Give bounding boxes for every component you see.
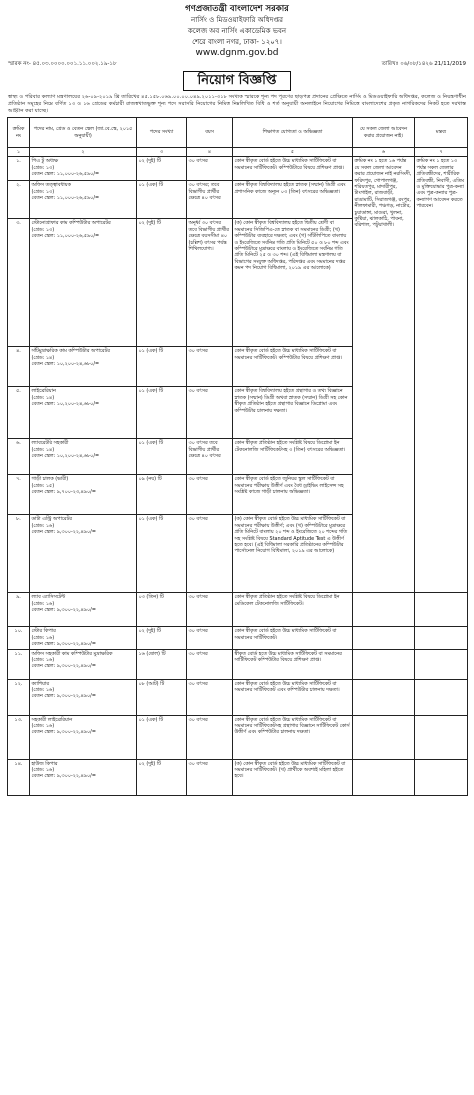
row-age: ৩০ বৎসর	[187, 387, 233, 439]
row-post	[30, 219, 137, 347]
row-age: অনূর্ধ্ব ৩০ বৎসর তবে বিভাগীয় প্রার্থীর ক্ষেত্রে বয়সসীমা ৪০ (চল্লিশ) বৎসর পর্যন্ত শিথিলযোগ্য।	[187, 219, 233, 347]
header-post: পদের নাম, গ্রেড ও বেতন স্কেল (জা.বে.স্কে, ২০১৫ অনুযায়ী)	[30, 118, 137, 148]
post-scale: বেতন স্কেল: ১০,২০০-২৪,৬৮০/=	[31, 453, 100, 460]
row-post	[30, 475, 137, 515]
header-count: পদের সংখ্যা	[137, 118, 187, 148]
row-post	[30, 515, 137, 593]
post-grade: (গ্রেড: ১৬)	[31, 767, 55, 774]
row-age: ৩০ বৎসর	[187, 759, 233, 795]
row-districts	[353, 715, 415, 759]
post-scale: বেতন স্কেল: ৯,৩০০-২২,৪৯০/=	[31, 773, 96, 780]
vacancy-table	[7, 117, 468, 796]
post-grade: (গ্রেড: ১৬)	[31, 723, 55, 730]
post-post: লাইব্রেরিয়ান	[31, 388, 56, 395]
post-post: অফিস তত্ত্বাবধায়ক	[31, 182, 71, 189]
row-post	[30, 759, 137, 795]
row-serial: ৫.	[8, 387, 30, 439]
row-districts	[353, 593, 415, 627]
column-number-row	[8, 148, 468, 157]
row-qualification: স্বীকৃত বোর্ড হতে উচ্চ মাধ্যমিক সার্টিফিকেট বা সমমানের সার্টিফিকেট কম্পিউটার বিষয়ে প্রশিক্ষণ প্রাপ্ত।	[233, 649, 353, 679]
colnum: ২	[30, 148, 137, 157]
post-post: ল্যাবরেটরি সহকারী	[31, 440, 69, 447]
row-qualification: কোন স্বীকৃত বোর্ড হইতে জুনিয়র স্কুল সার্টিফিকেট বা সমমানের পরীক্ষায় উত্তীর্ণ এবং বৈধ ড্রাইভিং লাইসেন্স সহ সংশ্লিষ্ট কাজে গাড়ী চালনায় অভিজ্ঞতা।	[233, 475, 353, 515]
row-qualification: (ক) কোন স্বীকৃত বোর্ড হইতে উচ্চ মাধ্যমিক সার্টিফিকেট বা সমমানের পরীক্ষায় উত্তীর্ণ; এবং (খ) কম্পিউটারে মুদ্রাক্ষরে প্রতি মিনিটে বাংলায় ২০ শব্দ ও ইংরেজিতে ২০ শব্দের গতি সহ সংশ্লিষ্ট বিষয়ে Standard Aptitude Test এ উত্তীর্ণ হতে হবে। (এই বিধিমালা সরকারি প্রতিষ্ঠানের কম্পিউটার পার্সোনেল নিয়োগ বিধিমালা, ২০১৯ এর আলোকে)	[233, 515, 353, 593]
row-post	[30, 649, 137, 679]
table-header-row	[8, 118, 468, 148]
row-count: ১৬ (ষোল) টি	[137, 649, 187, 679]
row-remarks	[415, 649, 468, 679]
row-age: ৩০ বৎসর	[187, 157, 233, 181]
row-serial: ১৪.	[8, 759, 30, 795]
row-qualification: কোন স্বীকৃত বোর্ড হইতে উচ্চ মাধ্যমিক সার্টিফিকেট বা সমমানের সার্টিফিকেট এবং কম্পিউটার চালনায় দক্ষতা।	[233, 679, 353, 715]
post-scale: বেতন স্কেল: ১০,২০০-২৪,৬৮০/=	[31, 361, 100, 368]
row-qualification: কোন স্বীকৃত বোর্ড হইতে উচ্চ মাধ্যমিক সার্টিফিকেট বা সমমানের সার্টিফিকেট।	[233, 627, 353, 649]
row-remarks	[415, 593, 468, 627]
districts-not-eligible: ক্রমিক নং ১ হতে ১৬ পর্যন্ত যে সকল জেলা আবেদন করার প্রয়োজন নাই নরসিংদী, ফরিদপুর, গোপালগঞ্জ, শরিয়তপুর, মাদারীপুর, টাংগাইল, রাজবাড়ী, রাঙামাটি, সিরাজগঞ্জ, রংপুর, নীলফামারী, পঞ্চগড়, নাটোর, চুয়াডাঙ্গা, মাগুরা, খুলনা, কুষ্টিয়া, ঝালকাঠি, পাবনা, বরিশাল, পটুয়াখালী।	[353, 157, 415, 593]
post-grade: (গ্রেড: ১৬)	[31, 687, 55, 694]
post-grade: (গ্রেড: ১৬)	[31, 522, 55, 529]
colnum: ১	[8, 148, 30, 157]
row-qualification: (ক) কোন স্বীকৃত বিশ্ববিদ্যালয় হইতে দ্বিতীয় শ্রেণী বা সমমানের সিজিপিএ-তে স্নাতক বা সমমানের ডিগ্রী; (খ) কম্পিউটার ব্যবহারে দক্ষতা; এবং (গ) সাঁটলিপিতে বাংলায় ও ইংরেজিতে সর্বনিম্ন গতি প্রতি মিনিটে ৫০ ও ৮০ শব্দ এবং কম্পিউটারে মুদ্রাক্ষরে বাংলায় ও ইংরেজিতে সর্বনিম্ন গতি প্রতি মিনিটে ২৫ ও ৩০ শব্দ। (এই বিধিমালা মন্ত্রণালয় বা বিভাগের সংযুক্ত অধিদপ্তর, পরিদপ্তর এবং সমমানের দপ্তর কমন পদ নিয়োগ বিধিমালা, ২০১৯ এর আলোকে)	[233, 219, 353, 347]
row-qualification: কোন স্বীকৃত বিশ্ববিদ্যালয় হইতে গ্রন্থাগার ও তথ্য বিজ্ঞানে স্নাতক (সম্মান) ডিগ্রী অথবা স্নাতক (সম্মান) ডিগ্রী সহ কোন স্বীকৃত প্রতিষ্ঠান হইতে গ্রন্থাগার বিজ্ঞানে ডিপ্লোমা এবং কম্পিউটার চালনায় দক্ষতা।	[233, 387, 353, 439]
post-post: অফিস সহকারী কাম কম্পিউটার মুদ্রাক্ষরিক	[31, 650, 113, 657]
row-post	[30, 679, 137, 715]
remarks: ক্রমিক নং ১ হতে ১৩ পর্যন্ত সকল জেলার প্রতিবন্ধীদের, শারীরিক প্রতিবন্ধী, নিবাসী, এতিম ও মুক্তিযোদ্ধার পুত্র-কন্যা এবং পুত্র-কন্যার পুত্র-কন্যাগণ আবেদন করতে পারবেন।	[415, 157, 468, 593]
department-name: নার্সিং ও মিডওয়াইফারি অধিদপ্তর	[191, 16, 283, 24]
post-scale: বেতন স্কেল: ৯,৩০০-২২,৪৯০/=	[31, 693, 96, 700]
row-count: ০৯ (নয়) টি	[137, 475, 187, 515]
post-post: পিএ টু অধ্যক্ষ	[31, 158, 59, 165]
memo-row	[0, 60, 474, 68]
row-qualification: কোন স্বীকৃত বোর্ড হইতে উচ্চ মাধ্যমিক সার্টিফিকেট বা সমমানের সার্টিফিকেট। কম্পিউটার বিষয়ে প্রশিক্ষণ প্রাপ্ত।	[233, 347, 353, 387]
table-row	[8, 593, 468, 627]
row-serial: ৪.	[8, 347, 30, 387]
row-count: ০৩ (তিন) টি	[137, 593, 187, 627]
colnum: ৬	[353, 148, 415, 157]
header-remarks: মন্তব্য	[415, 118, 468, 148]
table-row	[8, 649, 468, 679]
row-qualification: কোন স্বীকৃত প্রতিষ্ঠান হইতে সংশ্লিষ্ট বিষয়ে ডিপ্লোমা ইন টেকনোলজি সার্টিফিকেটসহ ৩ (তিন) বৎসরের অভিজ্ঞতা।	[233, 439, 353, 475]
row-serial: ১.	[8, 157, 30, 181]
row-remarks	[415, 715, 468, 759]
row-count: ০১ (এক) টি	[137, 181, 187, 219]
table-row	[8, 627, 468, 649]
post-post: ক্যাশিয়ার	[31, 680, 50, 687]
post-scale: বেতন স্কেল: ১১,০০০-২৬,৫৯০/=	[31, 233, 100, 240]
website-link[interactable]: www.dgnm.gov.bd	[195, 48, 279, 58]
row-count: ০২ (দুই) টি	[137, 627, 187, 649]
row-count: ০১ (এক) টি	[137, 347, 187, 387]
row-post	[30, 347, 137, 387]
row-post	[30, 387, 137, 439]
row-age: ৩০ বৎসর	[187, 593, 233, 627]
row-qualification: কোন স্বীকৃত প্রতিষ্ঠান হইতে সংশ্লিষ্ট বিষয়ে ডিপ্লোমা ইন মেডিকেল টেকনোলজি সার্টিফিকেট।	[233, 593, 353, 627]
post-grade: (গ্রেড: ১৩)	[31, 164, 55, 171]
row-serial: ৯.	[8, 593, 30, 627]
row-qualification: কোন স্বীকৃত বোর্ড হইতে উচ্চ মাধ্যমিক সার্টিফিকেট বা সমমানের সার্টিফিকেটসহ গ্রন্থাগার বিজ্ঞানে সার্টিফিকেট কোর্স উত্তীর্ণ এবং কম্পিউটার চালনায় দক্ষতা।	[233, 715, 353, 759]
post-post: স্টোর কিপার	[31, 628, 56, 635]
post-scale: বেতন স্কেল: ১১,০০০-২৬,৫৯০/=	[31, 171, 100, 178]
post-grade: (গ্রেড: ১৩)	[31, 188, 55, 195]
row-remarks	[415, 679, 468, 715]
intro-paragraph: স্বাস্থ্য ও পরিবার কল্যাণ মন্ত্রণালয়ের ২৬-০৯-২০১৯ খ্রি তারিখের ৪৫.১৫৮.০৬৯.০০.০০.০৪৯.২০১১-৩১৮ সংখ্যক স্মারকে শূন্য পদ পূরণের ছাড়পত্র প্রদানের প্রেক্ষিতে নার্সিং ও মিডওয়াইফারি অধিদপ্তর, কলেজ ও নিয়ন্ত্রণাধীন প্রতিষ্ঠান সমূহের নিম্নে বর্ণিত ১৩ ও ১৬ গ্রেডের কর্মচারী রাজস্বখাতভুক্ত শূন্য পদে সরাসরি নিয়োগের নিমিত্ত নিম্নলিখিত বিধি ও শর্ত অনুযায়ী অনলাইনে নিয়োগের নিমিত্তে বাংলাদেশের প্রকৃত নাগরিকদের নিকট হতে দরখাস্ত আহ্বান করা যাচ্ছে।	[8, 94, 466, 114]
row-age: ৩০ বৎসর; তবে বিভাগীয় প্রার্থীর ক্ষেত্রে ৪০ বৎসর	[187, 181, 233, 219]
building-name: কলেজ অব নার্সিং একাডেমিক ভবন	[187, 27, 287, 35]
row-serial: ৮.	[8, 515, 30, 593]
row-serial: ৬.	[8, 439, 30, 475]
post-grade: (গ্রেড: ১৬)	[31, 657, 55, 664]
row-count: ০১ (এক) টি	[137, 387, 187, 439]
row-count: ০২ (দুই) টি	[137, 219, 187, 347]
office-address: শেরে বাংলা নগর, ঢাকা- ১২০৭।	[192, 38, 282, 46]
header-serial: ক্রমিক নং	[8, 118, 30, 148]
memo-date: তারিখঃ ০৬/০৮/১৪২৬ 21/11/2019	[381, 61, 466, 67]
page-title: নিয়োগ বিজ্ঞপ্তি	[183, 71, 292, 91]
row-post	[30, 627, 137, 649]
post-scale: বেতন স্কেল: ৯,৩০০-২২,৪৯০/=	[31, 529, 96, 536]
post-post: সাঁটমুদ্রাক্ষরিক কাম কম্পিউটার অপারেটর	[31, 348, 110, 355]
header-age: বয়স	[187, 118, 233, 148]
row-age: ৩০ বৎসর তবে বিভাগীয় প্রার্থীর ক্ষেত্রে ৪০ বৎসর	[187, 439, 233, 475]
row-qualification: কোন স্বীকৃত বোর্ড হইতে উচ্চ মাধ্যমিক সার্টিফিকেট বা সমমানের সার্টিফিকেট। কম্পিউটারে বিষয়ে প্রশিক্ষণ প্রাপ্ত।	[233, 157, 353, 181]
post-post: গাড়ী চালক (ভারী)	[31, 476, 69, 483]
row-districts	[353, 627, 415, 649]
colnum: ৪	[187, 148, 233, 157]
post-grade: (গ্রেড: ১৬)	[31, 600, 55, 607]
row-serial: ৭.	[8, 475, 30, 515]
row-qualification: (ক) কোন স্বীকৃত বোর্ড হইতে উচ্চ মাধ্যমিক সার্টিফিকেট বা সমমানের সার্টিফিকেট। (খ) প্রার্থীকে অবশ্যই মহিলা হইতে হবে।	[233, 759, 353, 795]
header-districts: যে সকল জেলা আবেদন করার প্রয়োজন নাই।	[353, 118, 415, 148]
header-qualification: শিক্ষাগত যোগ্যতা ও অভিজ্ঞতা	[233, 118, 353, 148]
row-qualification: কোন স্বীকৃত বিশ্ববিদ্যালয় হইতে স্নাতক (সম্মান) ডিগ্রী এবং প্রশাসনিক কাজে অন্যূন ০৩ (তিন) বৎসরের অভিজ্ঞতা।	[233, 181, 353, 219]
post-post: সহকারী লাইব্রেরিয়ান	[31, 716, 73, 723]
post-scale: বেতন স্কেল: ৯,৩০০-২২,৪৯০/=	[31, 641, 96, 648]
row-age: ৩০ বৎসর	[187, 475, 233, 515]
post-scale: বেতন স্কেল: ১০,২০০-২৪,৬৮০/=	[31, 401, 100, 408]
post-scale: বেতন স্কেল: ৯,৩০০-২২,৪৯০/=	[31, 607, 96, 614]
post-grade: (গ্রেড: ১৪)	[31, 446, 55, 453]
row-count: ০১ (এক) টি	[137, 715, 187, 759]
letterhead	[0, 0, 474, 59]
row-post	[30, 593, 137, 627]
row-remarks	[415, 627, 468, 649]
row-serial: ২.	[8, 181, 30, 219]
row-age: ৩০ বৎসর	[187, 627, 233, 649]
table-row	[8, 679, 468, 715]
row-age: ৩০ বৎসর	[187, 649, 233, 679]
row-post	[30, 181, 137, 219]
table-row	[8, 157, 468, 181]
row-age: ৩০ বৎসর	[187, 347, 233, 387]
row-districts	[353, 679, 415, 715]
row-post	[30, 715, 137, 759]
row-count: ০২ (দুই) টি	[137, 759, 187, 795]
post-scale: বেতন স্কেল: ৯,৩০০-২২,৪৯০/=	[31, 729, 96, 736]
post-post: হাউজ কিপার	[31, 760, 58, 767]
table-row	[8, 759, 468, 795]
government-name: গণপ্রজাতন্ত্রী বাংলাদেশ সরকার	[185, 4, 289, 14]
row-age: ৩০ বৎসর	[187, 715, 233, 759]
post-grade: (গ্রেড: ১৫)	[31, 482, 55, 489]
row-serial: ৩.	[8, 219, 30, 347]
row-age: ৩০ বৎসর	[187, 679, 233, 715]
row-count: ০৮ (আট) টি	[137, 679, 187, 715]
colnum: ৩	[137, 148, 187, 157]
post-scale: বেতন স্কেল: ১১,০০০-২৬,৫৯০/=	[31, 195, 100, 202]
post-scale: বেতন স্কেল: ৯,৭০০-২৩,৪৯০/=	[31, 489, 96, 496]
post-grade: (গ্রেড: ১৪)	[31, 354, 55, 361]
post-post: স্টোনোগ্রাফার কাম কম্পিউটার অপারেটর	[31, 220, 111, 227]
post-grade: (গ্রেড: ১৪)	[31, 394, 55, 401]
row-post	[30, 439, 137, 475]
row-serial: ১০.	[8, 627, 30, 649]
row-count: ০২ (দুই) টি	[137, 157, 187, 181]
row-serial: ১২.	[8, 679, 30, 715]
memo-number: স্মারক নং- ৪৫.০৩.০০০০.০০১.১১.০০২.১৯-১৮	[8, 61, 117, 67]
table-row	[8, 715, 468, 759]
row-post	[30, 157, 137, 181]
post-grade: (গ্রেড: ১৩)	[31, 226, 55, 233]
post-post: ল্যাব এ্যাসিসটেন্ট	[31, 594, 66, 601]
row-count: ০১ (এক) টি	[137, 515, 187, 593]
row-serial: ১৩.	[8, 715, 30, 759]
row-age: ৩০ বৎসর	[187, 515, 233, 593]
colnum: ৭	[415, 148, 468, 157]
row-remarks	[415, 759, 468, 795]
row-districts	[353, 649, 415, 679]
row-count: ০১ (এক) টি	[137, 439, 187, 475]
row-districts	[353, 759, 415, 795]
post-post: ডাটা এন্ট্রি অপারেটর	[31, 516, 72, 523]
post-scale: বেতন স্কেল: ৯,৩০০-২২,৪৯০/=	[31, 663, 96, 670]
post-grade: (গ্রেড: ১৬)	[31, 634, 55, 641]
colnum: ৫	[233, 148, 353, 157]
row-serial: ১১.	[8, 649, 30, 679]
